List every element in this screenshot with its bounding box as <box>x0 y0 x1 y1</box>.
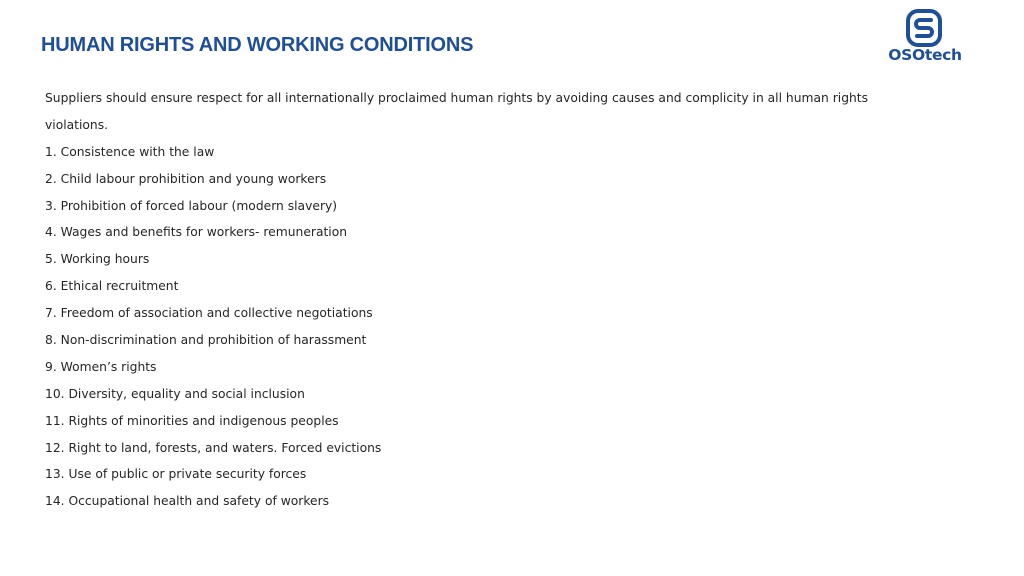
list-item: 13. Use of public or private security forces <box>45 467 307 482</box>
list-item: 1. Consistence with the law <box>45 144 215 159</box>
list-item: 7. Freedom of association and collective negotiations <box>45 306 373 321</box>
requirements-list <box>45 139 865 515</box>
intro-text-line-2: violations. <box>45 117 109 132</box>
page-title: HUMAN RIGHTS AND WORKING CONDITIONS <box>41 34 474 56</box>
list-item: 2. Child labour prohibition and young workers <box>45 171 327 186</box>
list-item: 6. Ethical recruitment <box>45 279 179 294</box>
list-item: 11. Rights of minorities and indigenous peoples <box>45 413 339 428</box>
intro-text-line-1: Suppliers should ensure respect for all internationally proclaimed human rights by avoiding causes and complicity in all human rights <box>45 91 869 105</box>
list-item: 3. Prohibition of forced labour (modern slavery) <box>45 198 338 213</box>
logo-text: OSOtech <box>888 46 962 64</box>
list-item: 12. Right to land, forests, and waters. Forced evictions <box>45 440 382 455</box>
list-item: 14. Occupational health and safety of workers <box>45 494 330 509</box>
list-item: 5. Working hours <box>45 252 150 267</box>
osotech-logo-icon <box>904 8 944 48</box>
list-item: 4. Wages and benefits for workers- remuneration <box>45 225 348 240</box>
list-item: 10. Diversity, equality and social inclusion <box>45 386 305 401</box>
list-item: 8. Non-discrimination and prohibition of harassment <box>45 333 367 348</box>
body-content <box>45 85 869 515</box>
company-logo <box>880 6 972 68</box>
list-item: 9. Women’s rights <box>45 359 157 374</box>
